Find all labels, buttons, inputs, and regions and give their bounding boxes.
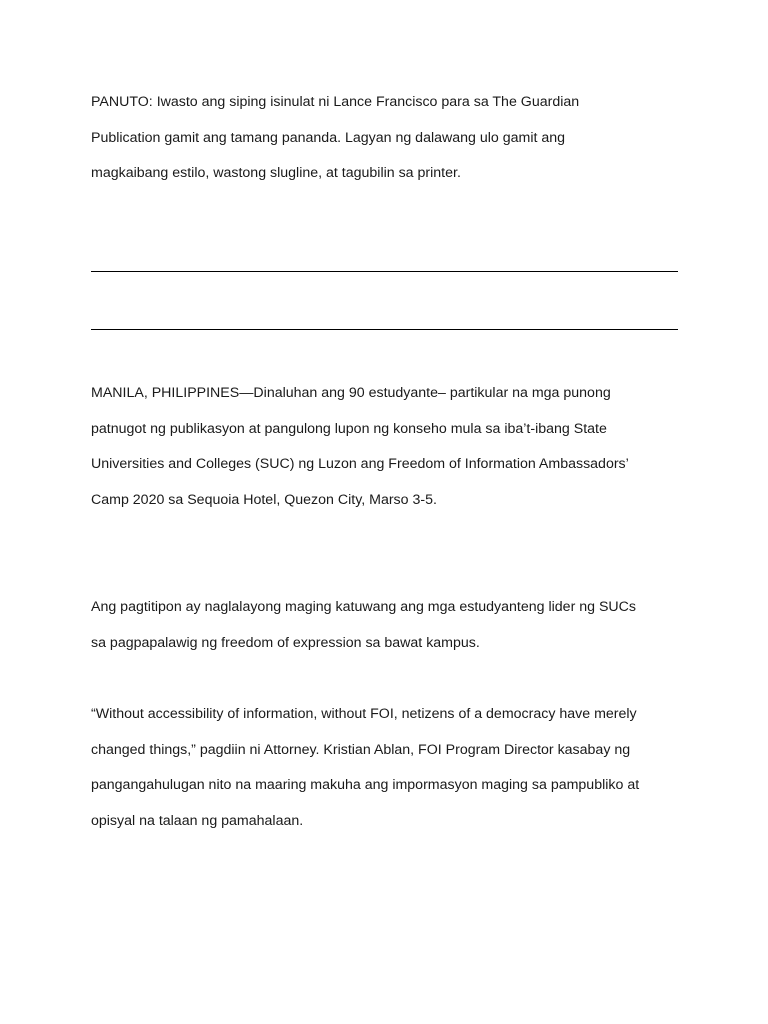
lead-paragraph (91, 376, 691, 518)
body-paragraph (91, 590, 691, 661)
headline-blank-line-1 (91, 271, 678, 272)
quote-line: “Without accessibility of information, without FOI, netizens of a democracy have merely (91, 706, 637, 722)
headline-blank-line-2 (91, 329, 678, 330)
quote-line: changed things,” pagdiin ni Attorney. Kristian Ablan, FOI Program Director kasabay ng (91, 741, 631, 758)
quote-line: pangangahulugan nito na maaring makuha ang impormasyon maging sa pampubliko at (91, 777, 640, 793)
lead-line: MANILA, PHILIPPINES—Dinaluhan ang 90 estudyante– partikular na mga punong (91, 385, 611, 401)
lead-line: Camp 2020 sa Sequoia Hotel, Quezon City, Marso 3-5. (91, 491, 437, 508)
instruction-line: PANUTO: Iwasto ang siping isinulat ni Lance Francisco para sa The Guardian (91, 94, 580, 110)
lead-line: Universities and Colleges (SUC) ng Luzon ang Freedom of Information Ambassadors’ (91, 456, 629, 472)
quote-line: opisyal na talaan ng pamahalaan. (91, 812, 304, 829)
lead-line: patnugot ng publikasyon at pangulong lupon ng konseho mula sa iba’t-ibang State (91, 420, 607, 437)
instruction-line: Publication gamit ang tamang pananda. Lagyan ng dalawang ulo gamit ang (91, 129, 566, 146)
body-line: sa pagpapalawig ng freedom of expression sa bawat kampus. (91, 634, 480, 651)
body-line: Ang pagtitipon ay naglalayong maging katuwang ang mga estudyanteng lider ng SUCs (91, 599, 637, 615)
instruction-line: magkaibang estilo, wastong slugline, at tagubilin sa printer. (91, 165, 461, 181)
instruction-paragraph (91, 85, 691, 192)
quote-paragraph (91, 697, 691, 839)
